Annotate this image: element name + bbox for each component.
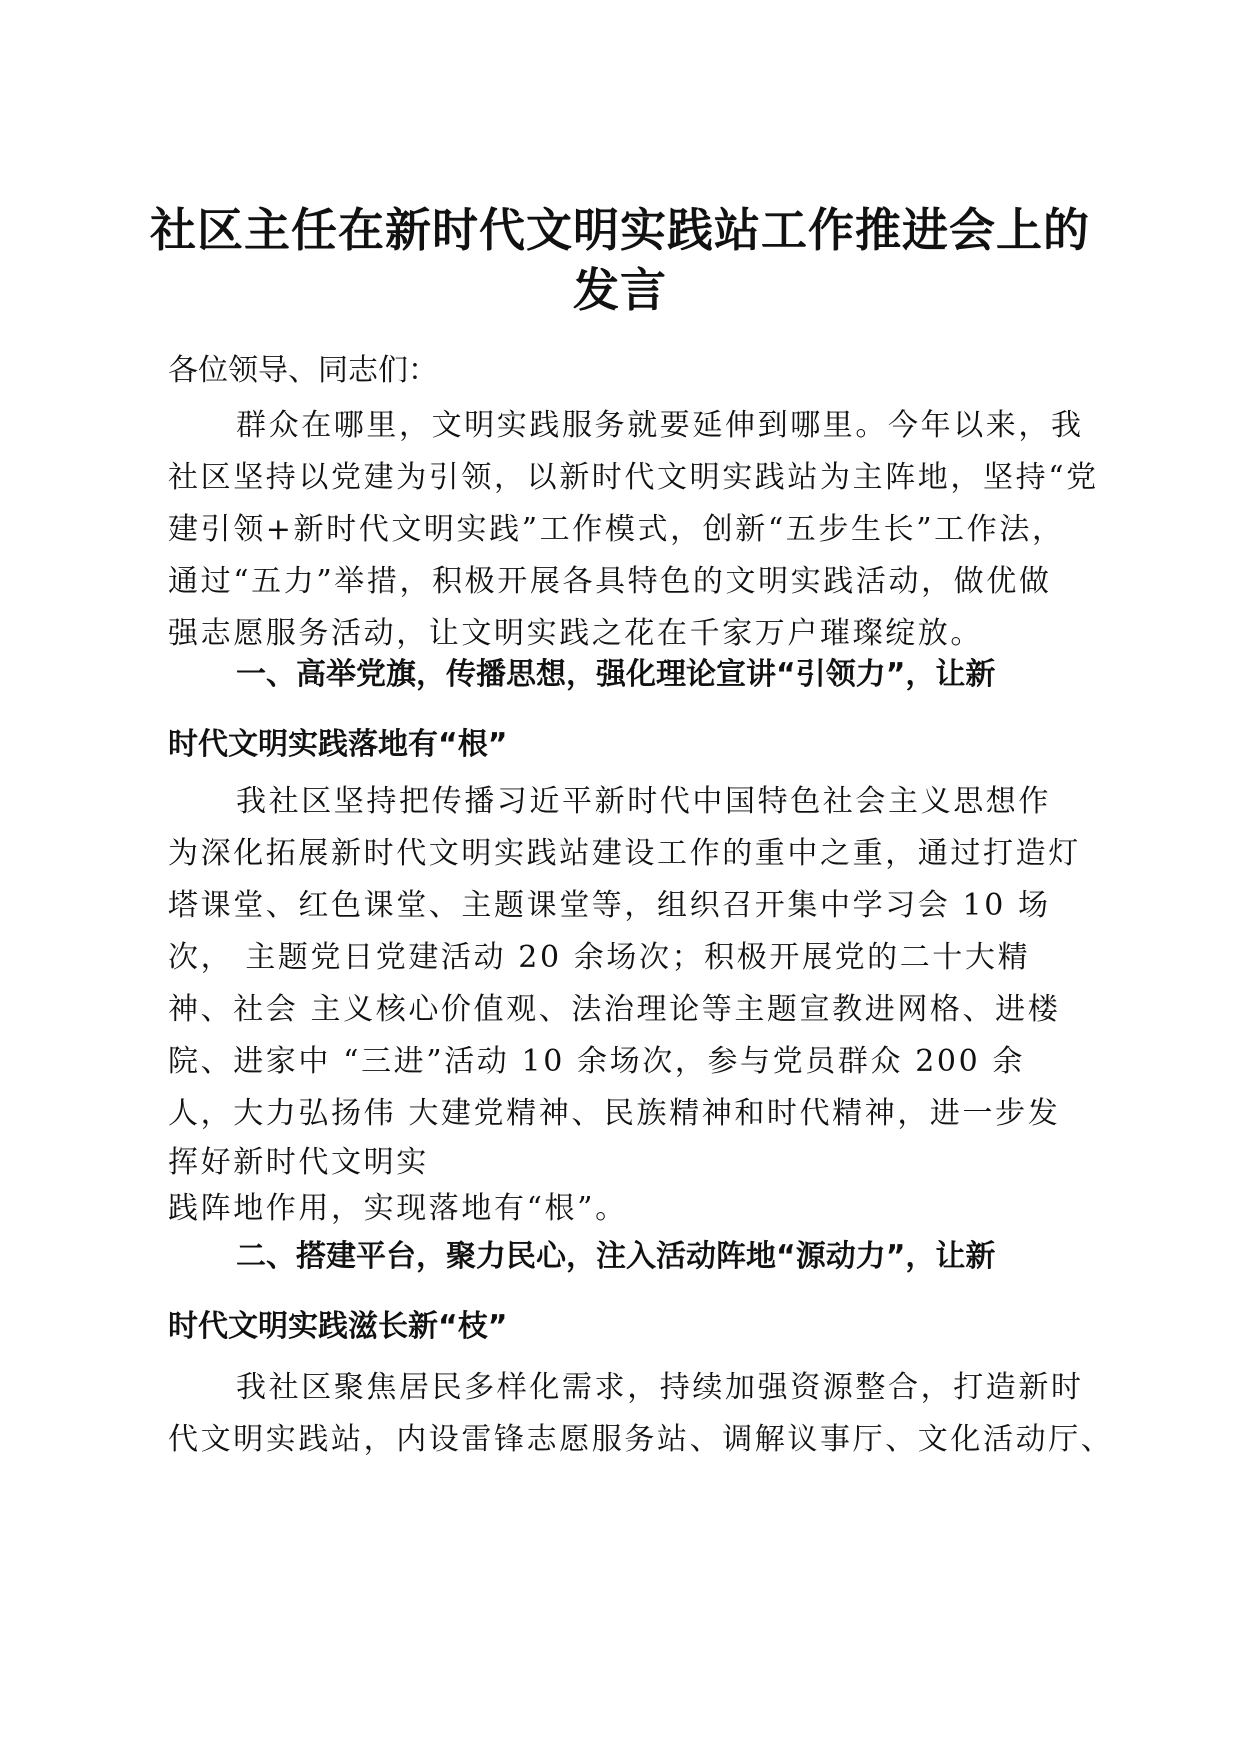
section-1-line: 我社区坚持把传播习近平新时代中国特色社会主义思想作 bbox=[236, 784, 1051, 819]
intro-line: 群众在哪里，文明实践服务就要延伸到哪里。今年以来，我 bbox=[236, 408, 1084, 443]
section-1-line: 神、社会 主义核心价值观、法治理论等主题宣教进网格、进楼 bbox=[168, 992, 1061, 1027]
page-title bbox=[150, 200, 1090, 320]
intro-paragraph bbox=[168, 400, 1099, 660]
section-2-body bbox=[168, 1362, 1114, 1466]
section-2-line: 代文明实践站，内设雷锋志愿服务站、调解议事厅、文化活动厅、 bbox=[168, 1422, 1114, 1457]
title-line-2: 发言 bbox=[573, 263, 667, 317]
section-1-line: 塔课堂、红色课堂、主题课堂等，组织召开集中学习会 10 场 bbox=[168, 888, 1051, 923]
section-2-heading bbox=[168, 1222, 1082, 1362]
section-1-heading bbox=[168, 640, 1082, 780]
section-1-line: 人，大力弘扬伟 大建党精神、民族精神和时代精神，进一步发 bbox=[168, 1096, 1061, 1131]
section-1-line: 为深化拓展新时代文明实践站建设工作的重中之重，通过打造灯 bbox=[168, 836, 1081, 871]
intro-line: 通过“五力”举措，积极开展各具特色的文明实践活动，做优做 bbox=[168, 564, 1052, 599]
section-1-line: 践阵地作用，实现落地有“根”。 bbox=[168, 1191, 628, 1226]
section-1-heading-line: 时代文明实践落地有“根” bbox=[168, 727, 508, 762]
section-1-line: 挥好新时代文明实 bbox=[168, 1145, 429, 1180]
section-1-line: 院、进家中 “三进”活动 10 余场次，参与党员群众 200 余 bbox=[168, 1044, 1025, 1079]
salutation: 各位领导、同志们： bbox=[168, 353, 438, 388]
intro-line: 建引领+新时代文明实践”工作模式，创新“五步生长”工作法， bbox=[168, 512, 1065, 547]
intro-line: 社区坚持以党建为引领，以新时代文明实践站为主阵地，坚持“党 bbox=[168, 460, 1099, 495]
section-2-heading-line: 时代文明实践滋长新“枝” bbox=[168, 1309, 508, 1344]
section-1-heading-line: 一、高举党旗，传播思想，强化理论宣讲“引领力”，让新 bbox=[236, 657, 996, 692]
section-2-heading-line: 二、搭建平台，聚力民心，注入活动阵地“源动力”，让新 bbox=[236, 1239, 996, 1274]
section-1-body bbox=[168, 776, 1082, 1232]
section-1-line: 次， 主题党日党建活动 20 余场次；积极开展党的二十大精 bbox=[168, 940, 1031, 975]
title-line-1: 社区主任在新时代文明实践站工作推进会上的 bbox=[150, 203, 1090, 257]
intro-line: 强志愿服务活动，让文明实践之花在千家万户璀璨绽放。 bbox=[168, 616, 983, 651]
section-2-line: 我社区聚焦居民多样化需求，持续加强资源整合，打造新时 bbox=[236, 1370, 1084, 1405]
